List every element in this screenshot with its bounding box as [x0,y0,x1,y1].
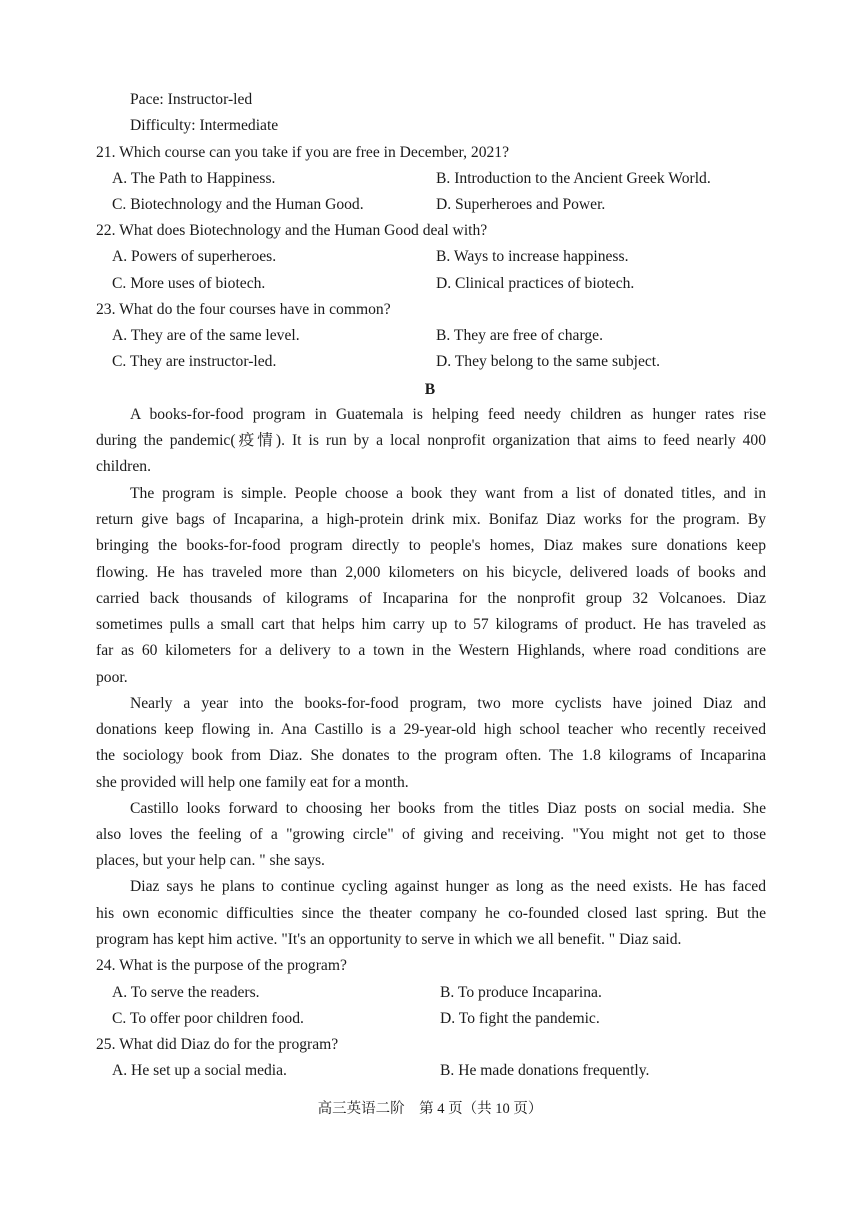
question-23-option-d: D. They belong to the same subject. [436,353,661,370]
question-22-stem: 22. What does Biotechnology and the Human Good deal with? [96,222,488,239]
question-24-option-b: B. To produce Incaparina. [440,984,602,1001]
question-22-option-b: B. Ways to increase happiness. [436,248,629,265]
passage-line: The program is simple. People choose a book they want from a list of donated titles, and in [130,485,766,502]
passage-line: the sociology book from Diaz. She donates to the program often. The 1.8 kilograms of Incaparina [96,747,766,764]
passage-line: children. [96,458,151,475]
question-21-option-d: D. Superheroes and Power. [436,196,606,213]
question-24-stem: 24. What is the purpose of the program? [96,957,347,974]
passage-line: donations keep flowing in. Ana Castillo is a 29-year-old high school teacher who recently received [96,721,766,738]
course-pace: Pace: Instructor-led [130,91,253,108]
question-21-option-a: A. The Path to Happiness. [112,170,276,187]
passage-line: Nearly a year into the books-for-food program, two more cyclists have joined Diaz and [130,695,766,712]
passage-line: return give bags of Incaparina, a high-protein drink mix. Bonifaz Diaz works for the program. By [96,511,766,528]
passage-line: flowing. He has traveled more than 2,000 kilometers on his bicycle, delivered loads of books and [96,564,766,581]
passage-line: far as 60 kilometers for a delivery to a town in the Western Highlands, where road conditions are [96,642,766,659]
question-22-option-a: A. Powers of superheroes. [112,248,277,265]
passage-line: during the pandemic(疫情). It is run by a local nonprofit organization that aims to feed nearly 400 [96,432,766,449]
course-difficulty: Difficulty: Intermediate [130,117,279,134]
question-22-option-c: C. More uses of biotech. [112,275,266,292]
passage-line: she provided will help one family eat for a month. [96,774,409,791]
question-23-option-c: C. They are instructor-led. [112,353,277,370]
question-21-option-c: C. Biotechnology and the Human Good. [112,196,364,213]
passage-line: poor. [96,669,128,686]
question-23-stem: 23. What do the four courses have in common? [96,301,391,318]
question-25-stem: 25. What did Diaz do for the program? [96,1036,339,1053]
question-24-option-d: D. To fight the pandemic. [440,1010,600,1027]
passage-line: Diaz says he plans to continue cycling against hunger as long as the need exists. He has faced [130,878,766,895]
passage-line: bringing the books-for-food program directly to people's homes, Diaz makes sure donations keep [96,537,766,554]
question-25-option-a: A. He set up a social media. [112,1062,287,1079]
passage-line: A books-for-food program in Guatemala is helping feed needy children as hunger rates rise [130,406,766,423]
question-21-option-b: B. Introduction to the Ancient Greek World. [436,170,711,187]
question-22-option-d: D. Clinical practices of biotech. [436,275,635,292]
question-23-option-a: A. They are of the same level. [112,327,300,344]
question-24-option-a: A. To serve the readers. [112,984,260,1001]
passage-line: carried back thousands of kilograms of Incaparina for the nonprofit group 32 Volcanoes. Diaz [96,590,766,607]
question-24-option-c: C. To offer poor children food. [112,1010,304,1027]
passage-line: sometimes pulls a small cart that helps him carry up to 57 kilograms of product. He has traveled as [96,616,766,633]
page-footer: 高三英语二阶 第 4 页（共 10 页） [317,1101,543,1117]
passage-line: also loves the feeling of a "growing circle" of giving and receiving. "You might not get to those [96,826,766,843]
passage-line: program has kept him active. "It's an opportunity to serve in which we all benefit. " Diaz said. [96,931,682,948]
passage-line: places, but your help can. " she says. [96,852,325,869]
passage-line: Castillo looks forward to choosing her books from the titles Diaz posts on social media. She [130,800,766,817]
passage-line: his own economic difficulties since the theater company he co-founded closed last spring. But the [96,905,766,922]
question-21-stem: 21. Which course can you take if you are free in December, 2021? [96,144,510,161]
section-b-title: B [424,381,436,398]
question-23-option-b: B. They are free of charge. [436,327,603,344]
question-25-option-b: B. He made donations frequently. [440,1062,650,1079]
